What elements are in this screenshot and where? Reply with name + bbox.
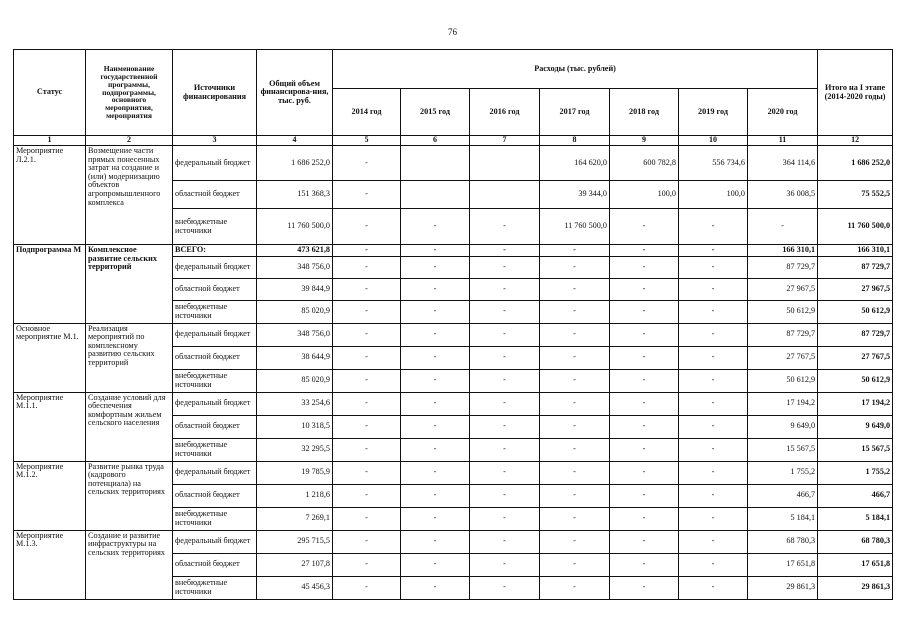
row-year-value: - bbox=[470, 484, 540, 507]
row-status: Мероприятие М.1.3. bbox=[14, 530, 86, 599]
table-row bbox=[14, 323, 893, 346]
row-source: федеральный бюджет bbox=[173, 146, 257, 181]
row-source: федеральный бюджет bbox=[173, 392, 257, 415]
row-year-value: - bbox=[610, 323, 679, 346]
row-year-value: - bbox=[540, 438, 610, 461]
row-year-value: 166 310,1 bbox=[748, 245, 818, 257]
row-year-value: - bbox=[401, 484, 470, 507]
row-year-value: - bbox=[610, 438, 679, 461]
row-year-value: - bbox=[333, 392, 401, 415]
row-itogo: 466,7 bbox=[818, 484, 893, 507]
row-year-value: 29 861,3 bbox=[748, 576, 818, 599]
row-itogo: 1 686 252,0 bbox=[818, 146, 893, 181]
row-name: Создание и развитие инфраструктуры на сельских территориях bbox=[86, 530, 173, 599]
budget-table bbox=[13, 49, 893, 600]
table-row bbox=[14, 392, 893, 415]
row-year-value: - bbox=[679, 553, 748, 576]
row-total: 39 844,9 bbox=[257, 278, 333, 300]
row-source: федеральный бюджет bbox=[173, 323, 257, 346]
row-source: внебюджетные источники bbox=[173, 576, 257, 599]
header-year: 2015 год bbox=[401, 89, 470, 136]
row-year-value: - bbox=[679, 323, 748, 346]
row-year-value: 50 612,9 bbox=[748, 369, 818, 392]
column-number: 5 bbox=[333, 136, 401, 146]
row-year-value bbox=[470, 181, 540, 209]
header-year: 2018 год bbox=[610, 89, 679, 136]
row-year-value: - bbox=[470, 346, 540, 369]
row-total: 19 785,9 bbox=[257, 461, 333, 484]
row-year-value: 100,0 bbox=[679, 181, 748, 209]
row-year-value: - bbox=[540, 369, 610, 392]
row-total: 45 456,3 bbox=[257, 576, 333, 599]
row-year-value: - bbox=[333, 278, 401, 300]
row-status: Мероприятие М.1.1. bbox=[14, 392, 86, 461]
table-row bbox=[14, 245, 893, 257]
row-year-value: 68 780,3 bbox=[748, 530, 818, 553]
row-year-value: - bbox=[540, 346, 610, 369]
row-total: 11 760 500,0 bbox=[257, 209, 333, 245]
row-year-value: - bbox=[610, 209, 679, 245]
row-year-value bbox=[401, 146, 470, 181]
row-year-value: - bbox=[333, 507, 401, 530]
row-year-value: - bbox=[470, 369, 540, 392]
row-total: 10 318,5 bbox=[257, 415, 333, 438]
row-itogo: 50 612,9 bbox=[818, 300, 893, 323]
row-itogo: 75 552,5 bbox=[818, 181, 893, 209]
row-source: внебюджетные источники bbox=[173, 438, 257, 461]
row-source: ВСЕГО: bbox=[173, 245, 257, 257]
row-year-value: - bbox=[540, 278, 610, 300]
table-body bbox=[14, 146, 893, 600]
row-year-value: 5 184,1 bbox=[748, 507, 818, 530]
row-year-value: 9 649,0 bbox=[748, 415, 818, 438]
row-year-value: - bbox=[610, 392, 679, 415]
row-total: 348 756,0 bbox=[257, 323, 333, 346]
row-total: 348 756,0 bbox=[257, 256, 333, 278]
row-year-value: - bbox=[540, 461, 610, 484]
row-year-value: - bbox=[540, 392, 610, 415]
row-year-value: - bbox=[470, 461, 540, 484]
row-year-value: - bbox=[679, 300, 748, 323]
row-year-value: - bbox=[470, 415, 540, 438]
header-status: Статус bbox=[14, 50, 86, 136]
row-year-value: - bbox=[610, 369, 679, 392]
row-year-value: - bbox=[610, 507, 679, 530]
row-year-value bbox=[470, 146, 540, 181]
row-year-value: - bbox=[401, 346, 470, 369]
row-year-value: - bbox=[679, 461, 748, 484]
row-year-value: 50 612,9 bbox=[748, 300, 818, 323]
row-year-value: - bbox=[540, 530, 610, 553]
row-itogo: 11 760 500,0 bbox=[818, 209, 893, 245]
row-year-value: 164 620,0 bbox=[540, 146, 610, 181]
row-year-value: - bbox=[470, 323, 540, 346]
row-total: 85 020,9 bbox=[257, 300, 333, 323]
row-total: 1 218,6 bbox=[257, 484, 333, 507]
row-total: 473 621,8 bbox=[257, 245, 333, 257]
row-itogo: 5 184,1 bbox=[818, 507, 893, 530]
row-year-value: - bbox=[748, 209, 818, 245]
row-source: внебюджетные источники bbox=[173, 300, 257, 323]
row-itogo: 27 967,5 bbox=[818, 278, 893, 300]
row-year-value: - bbox=[610, 553, 679, 576]
row-itogo: 15 567,5 bbox=[818, 438, 893, 461]
row-year-value: 27 967,5 bbox=[748, 278, 818, 300]
row-year-value: - bbox=[401, 553, 470, 576]
row-year-value: - bbox=[610, 278, 679, 300]
row-year-value: - bbox=[470, 209, 540, 245]
row-year-value: - bbox=[401, 209, 470, 245]
column-number: 4 bbox=[257, 136, 333, 146]
row-source: внебюджетные источники bbox=[173, 369, 257, 392]
row-year-value: - bbox=[540, 415, 610, 438]
row-year-value: - bbox=[679, 392, 748, 415]
row-year-value: - bbox=[470, 530, 540, 553]
row-year-value: - bbox=[540, 576, 610, 599]
row-year-value: - bbox=[401, 530, 470, 553]
row-total: 33 254,6 bbox=[257, 392, 333, 415]
row-year-value: - bbox=[610, 346, 679, 369]
column-number: 8 bbox=[540, 136, 610, 146]
row-status: Подпрограмма М bbox=[14, 245, 86, 324]
row-year-value: - bbox=[333, 415, 401, 438]
row-year-value: - bbox=[470, 300, 540, 323]
row-total: 295 715,5 bbox=[257, 530, 333, 553]
row-year-value: - bbox=[333, 209, 401, 245]
row-year-value: - bbox=[401, 461, 470, 484]
row-year-value: - bbox=[610, 415, 679, 438]
row-name: Создание условий для обеспечения комфортным жильем сельского населения bbox=[86, 392, 173, 461]
row-year-value: 466,7 bbox=[748, 484, 818, 507]
row-source: федеральный бюджет bbox=[173, 461, 257, 484]
row-source: областной бюджет bbox=[173, 181, 257, 209]
row-year-value: 39 344,0 bbox=[540, 181, 610, 209]
row-year-value: - bbox=[540, 323, 610, 346]
row-status: Мероприятие Л.2.1. bbox=[14, 146, 86, 245]
table-row bbox=[14, 530, 893, 553]
row-year-value: - bbox=[470, 507, 540, 530]
column-number: 12 bbox=[818, 136, 893, 146]
row-name: Развитие рынка труда (кадрового потенциала) на сельских территориях bbox=[86, 461, 173, 530]
row-year-value: 1 755,2 bbox=[748, 461, 818, 484]
row-total: 85 020,9 bbox=[257, 369, 333, 392]
header-name: Наименование государственной программы, подпрограммы, основного мероприятия, мероприятия bbox=[86, 50, 173, 136]
row-year-value: - bbox=[610, 576, 679, 599]
row-year-value: - bbox=[679, 530, 748, 553]
row-year-value: 87 729,7 bbox=[748, 256, 818, 278]
column-number: 9 bbox=[610, 136, 679, 146]
row-year-value: - bbox=[470, 245, 540, 257]
row-year-value: - bbox=[540, 300, 610, 323]
row-itogo: 29 861,3 bbox=[818, 576, 893, 599]
row-year-value: - bbox=[401, 300, 470, 323]
row-year-value: - bbox=[470, 256, 540, 278]
row-year-value: 364 114,6 bbox=[748, 146, 818, 181]
column-number: 10 bbox=[679, 136, 748, 146]
row-year-value: - bbox=[401, 323, 470, 346]
row-year-value: 17 651,8 bbox=[748, 553, 818, 576]
row-year-value: 100,0 bbox=[610, 181, 679, 209]
row-year-value: - bbox=[333, 484, 401, 507]
row-year-value: - bbox=[679, 576, 748, 599]
row-source: внебюджетные источники bbox=[173, 507, 257, 530]
row-year-value: - bbox=[470, 392, 540, 415]
column-number: 1 bbox=[14, 136, 86, 146]
row-total: 151 368,3 bbox=[257, 181, 333, 209]
row-total: 27 107,8 bbox=[257, 553, 333, 576]
column-number: 11 bbox=[748, 136, 818, 146]
page-number: 76 bbox=[448, 27, 457, 37]
table-row bbox=[14, 461, 893, 484]
row-year-value bbox=[401, 181, 470, 209]
row-year-value: - bbox=[333, 461, 401, 484]
row-source: областной бюджет bbox=[173, 484, 257, 507]
row-year-value: - bbox=[470, 438, 540, 461]
row-year-value: - bbox=[333, 323, 401, 346]
row-year-value: - bbox=[333, 369, 401, 392]
row-status: Основное мероприятие М.1. bbox=[14, 323, 86, 392]
header-expenses: Расходы (тыс. рублей) bbox=[333, 50, 818, 89]
row-year-value: - bbox=[679, 256, 748, 278]
row-year-value: - bbox=[610, 461, 679, 484]
row-year-value: 17 194,2 bbox=[748, 392, 818, 415]
row-year-value: - bbox=[401, 507, 470, 530]
row-total: 7 269,1 bbox=[257, 507, 333, 530]
row-source: федеральный бюджет bbox=[173, 530, 257, 553]
row-year-value: - bbox=[333, 300, 401, 323]
row-year-value: - bbox=[401, 576, 470, 599]
row-year-value: - bbox=[401, 415, 470, 438]
column-number: 3 bbox=[173, 136, 257, 146]
row-year-value: - bbox=[401, 256, 470, 278]
row-year-value: - bbox=[401, 369, 470, 392]
row-year-value: - bbox=[610, 245, 679, 257]
row-year-value: - bbox=[610, 300, 679, 323]
row-year-value: - bbox=[540, 507, 610, 530]
row-year-value: - bbox=[470, 576, 540, 599]
row-year-value: - bbox=[333, 181, 401, 209]
row-source: областной бюджет bbox=[173, 553, 257, 576]
row-year-value: 11 760 500,0 bbox=[540, 209, 610, 245]
row-year-value: - bbox=[610, 256, 679, 278]
row-year-value: - bbox=[540, 484, 610, 507]
row-year-value: - bbox=[610, 530, 679, 553]
row-year-value: - bbox=[333, 146, 401, 181]
row-year-value: - bbox=[333, 576, 401, 599]
row-year-value: 87 729,7 bbox=[748, 323, 818, 346]
row-name: Реализация мероприятий по комплексному развитию сельских территорий bbox=[86, 323, 173, 392]
row-year-value: - bbox=[679, 415, 748, 438]
row-total: 32 295,5 bbox=[257, 438, 333, 461]
row-itogo: 27 767,5 bbox=[818, 346, 893, 369]
row-itogo: 17 194,2 bbox=[818, 392, 893, 415]
row-year-value: - bbox=[679, 438, 748, 461]
row-year-value: - bbox=[470, 278, 540, 300]
header-total-volume: Общий объем финансирова-ния, тыс. руб. bbox=[257, 50, 333, 136]
row-year-value: - bbox=[470, 553, 540, 576]
header-year: 2017 год bbox=[540, 89, 610, 136]
row-year-value: - bbox=[333, 256, 401, 278]
row-year-value: - bbox=[540, 245, 610, 257]
row-year-value: 15 567,5 bbox=[748, 438, 818, 461]
row-year-value: - bbox=[333, 438, 401, 461]
row-year-value: - bbox=[610, 484, 679, 507]
row-year-value: - bbox=[401, 392, 470, 415]
row-total: 1 686 252,0 bbox=[257, 146, 333, 181]
header-year: 2014 год bbox=[333, 89, 401, 136]
row-year-value: - bbox=[679, 278, 748, 300]
row-year-value: - bbox=[679, 507, 748, 530]
row-year-value: - bbox=[540, 256, 610, 278]
row-year-value: - bbox=[333, 553, 401, 576]
row-year-value: - bbox=[679, 209, 748, 245]
row-year-value: 36 008,5 bbox=[748, 181, 818, 209]
row-itogo: 166 310,1 bbox=[818, 245, 893, 257]
row-itogo: 9 649,0 bbox=[818, 415, 893, 438]
row-year-value: - bbox=[679, 245, 748, 257]
row-itogo: 87 729,7 bbox=[818, 323, 893, 346]
row-year-value: - bbox=[401, 438, 470, 461]
row-itogo: 50 612,9 bbox=[818, 369, 893, 392]
row-source: федеральный бюджет bbox=[173, 256, 257, 278]
row-source: внебюджетные источники bbox=[173, 209, 257, 245]
row-year-value: - bbox=[333, 346, 401, 369]
row-year-value: - bbox=[401, 245, 470, 257]
row-year-value: - bbox=[679, 484, 748, 507]
row-itogo: 1 755,2 bbox=[818, 461, 893, 484]
table-header bbox=[14, 50, 893, 146]
column-number: 6 bbox=[401, 136, 470, 146]
row-year-value: - bbox=[333, 245, 401, 257]
row-year-value: - bbox=[540, 553, 610, 576]
row-source: областной бюджет bbox=[173, 278, 257, 300]
row-total: 38 644,9 bbox=[257, 346, 333, 369]
column-number-row bbox=[14, 136, 893, 146]
column-number: 7 bbox=[470, 136, 540, 146]
row-name: Комплексное развитие сельских территорий bbox=[86, 245, 173, 324]
row-year-value: - bbox=[679, 369, 748, 392]
row-status: Мероприятие М.1.2. bbox=[14, 461, 86, 530]
header-itogo: Итого на I этапе (2014-2020 годы) bbox=[818, 50, 893, 136]
table-row bbox=[14, 146, 893, 181]
row-year-value: - bbox=[401, 278, 470, 300]
row-source: областной бюджет bbox=[173, 415, 257, 438]
row-year-value: 27 767,5 bbox=[748, 346, 818, 369]
header-year: 2019 год bbox=[679, 89, 748, 136]
row-itogo: 87 729,7 bbox=[818, 256, 893, 278]
row-year-value: 600 782,8 bbox=[610, 146, 679, 181]
row-year-value: - bbox=[679, 346, 748, 369]
row-name: Возмещение части прямых понесенных затрат на создание и (или) модернизацию объектов агропромышленного комплекса bbox=[86, 146, 173, 245]
row-itogo: 17 651,8 bbox=[818, 553, 893, 576]
row-itogo: 68 780,3 bbox=[818, 530, 893, 553]
header-source: Источники финансирования bbox=[173, 50, 257, 136]
row-year-value: - bbox=[333, 530, 401, 553]
row-source: областной бюджет bbox=[173, 346, 257, 369]
header-year: 2020 год bbox=[748, 89, 818, 136]
column-number: 2 bbox=[86, 136, 173, 146]
row-year-value: 556 734,6 bbox=[679, 146, 748, 181]
header-year: 2016 год bbox=[470, 89, 540, 136]
